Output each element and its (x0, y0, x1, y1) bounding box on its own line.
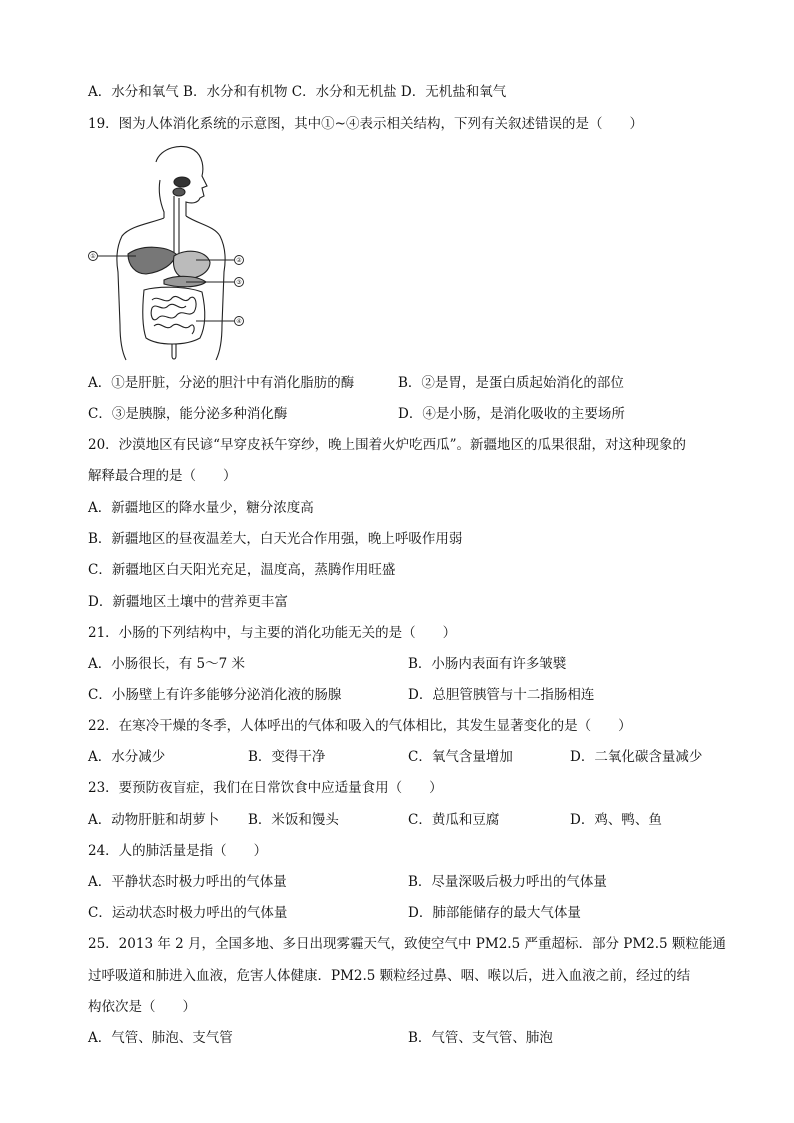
q24-option-b: B．尽量深吸后极力呼出的气体量 (408, 874, 607, 890)
digestive-system-diagram (86, 140, 256, 362)
q18-options: A．水分和氧气 B．水分和有机物 C．水分和无机盐 D．无机盐和氧气 (88, 84, 507, 100)
diagram-label-1: ① (90, 253, 96, 260)
q22-option-c: C．氧气含量增加 (408, 749, 513, 765)
q19-option-b: B．②是胃，是蛋白质起始消化的部位 (398, 375, 624, 391)
q22-option-d: D．二氧化碳含量减少 (570, 749, 703, 765)
q23-option-b: B．米饭和馒头 (248, 812, 339, 828)
q23-option-a: A．动物肝脏和胡萝卜 (88, 812, 220, 828)
q24-option-c: C．运动状态时极力呼出的气体量 (88, 905, 288, 921)
q25-option-a: A．气管、肺泡、支气管 (88, 1030, 233, 1046)
q20-option-d: D．新疆地区土壤中的营养更丰富 (88, 594, 288, 610)
q20-stem-line1: 20．沙漠地区有民谚“早穿皮袄午穿纱，晚上围着火炉吃西瓜”。新疆地区的瓜果很甜，对这种现象的 (88, 437, 686, 453)
q20-stem-line2: 解释最合理的是（ ） (88, 468, 237, 484)
q23-option-d: D．鸡、鸭、鱼 (570, 812, 662, 828)
q21-option-c: C．小肠壁上有许多能够分泌消化液的肠腺 (88, 687, 342, 703)
diagram-label-4: ④ (236, 318, 242, 325)
q24-option-d: D．肺部能储存的最大气体量 (408, 905, 581, 921)
q23-stem: 23．要预防夜盲症，我们在日常饮食中应适量食用（ ） (88, 780, 443, 796)
q22-option-b: B．变得干净 (248, 749, 326, 765)
q21-stem: 21．小肠的下列结构中，与主要的消化功能无关的是（ ） (88, 625, 457, 641)
q21-option-d: D．总胆管胰管与十二指肠相连 (408, 687, 595, 703)
diagram-label-2: ② (236, 257, 242, 264)
diagram-label-3: ③ (236, 279, 242, 286)
q19-option-d: D．④是小肠，是消化吸收的主要场所 (398, 406, 625, 422)
q21-option-b: B．小肠内表面有许多皱襞 (408, 656, 567, 672)
q25-stem-line3: 构依次是（ ） (88, 999, 196, 1015)
q19-option-c: C．③是胰腺，能分泌多种消化酶 (88, 406, 288, 422)
q23-option-c: C．黄瓜和豆腐 (408, 812, 500, 828)
q19-stem: 19．图为人体消化系统的示意图，其中①~④表示相关结构，下列有关叙述错误的是（ ） (88, 116, 643, 132)
q25-stem-line1: 25．2013 年 2 月，全国多地、多日出现雾霾天气，致使空气中 PM2.5 严重超标．部分 PM2.5 颗粒能通 (88, 936, 726, 952)
q19-option-a: A．①是肝脏，分泌的胆汁中有消化脂肪的酶 (88, 375, 355, 391)
q25-option-b: B．气管、支气管、肺泡 (408, 1030, 553, 1046)
q25-stem-line2: 过呼吸道和肺进入血液，危害人体健康．PM2.5 颗粒经过鼻、咽、喉以后，进入血液之前，经过的结 (88, 968, 691, 984)
q22-option-a: A．水分减少 (88, 749, 166, 765)
q21-option-a: A．小肠很长，有 5～7 米 (88, 656, 246, 672)
q24-option-a: A．平静状态时极力呼出的气体量 (88, 874, 287, 890)
q20-option-c: C．新疆地区白天阳光充足，温度高，蒸腾作用旺盛 (88, 562, 396, 578)
q20-option-a: A．新疆地区的降水量少，糖分浓度高 (88, 500, 314, 516)
q22-stem: 22．在寒冷干燥的冬季，人体呼出的气体和吸入的气体相比，其发生显著变化的是（ ） (88, 718, 632, 734)
q20-option-b: B．新疆地区的昼夜温差大，白天光合作用强，晚上呼吸作用弱 (88, 531, 463, 547)
q24-stem: 24．人的肺活量是指（ ） (88, 843, 268, 859)
